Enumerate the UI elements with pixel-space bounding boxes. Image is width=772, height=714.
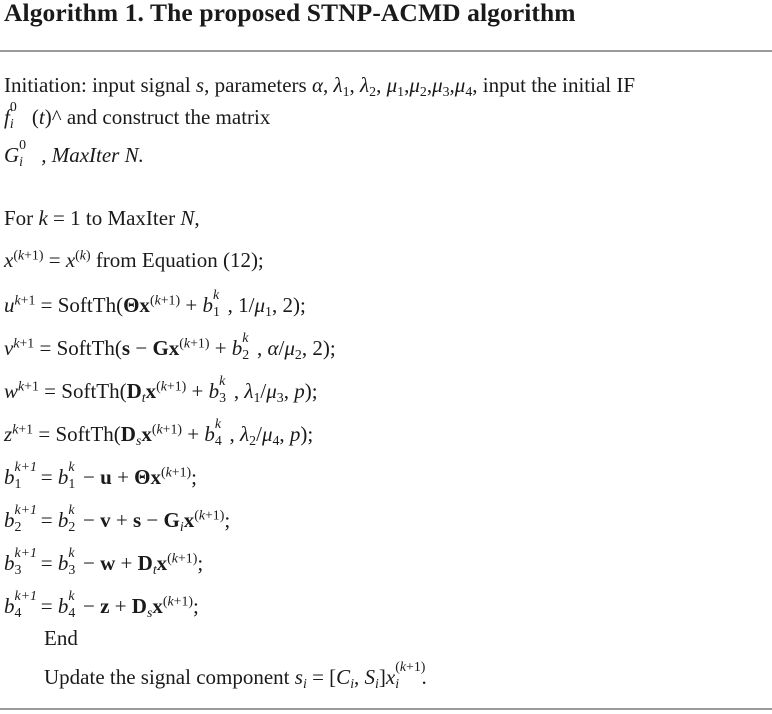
step-v: $v^{k+1}$ = SoftTh(s − $Gx^{(k+1)} + b$ k 2 , $\alpha/\mu_2$, 2); bbox=[4, 330, 336, 363]
algorithm-title: Algorithm 1. The proposed STNP-ACMD algorithm bbox=[4, 0, 576, 27]
step-z: $z^{k+1}$ = $SoftTh(D_sx^{(k+1)} + b$ k 4 , $\lambda_2/\mu_4$, p); bbox=[4, 416, 314, 449]
initiation-line-2: f 0 i (t)^ and construct the matrix bbox=[4, 99, 271, 131]
step-b2: b k+1 2 = b k 2 − $v + s - G_ix^{(k+1)}$; bbox=[4, 502, 231, 535]
step-w: $w^{k+1}$ = $SoftTh(D_tx^{(k+1)} + b$ k 3 , $\lambda_1/\mu_3$, p); bbox=[4, 373, 318, 406]
top-rule bbox=[0, 50, 772, 52]
update-line: Update the signal component $s_i = [C_i$, $S_i]x$ (k+1) i . bbox=[44, 659, 427, 692]
for-line: For k = 1 to MaxIter N, bbox=[4, 206, 200, 230]
bottom-rule bbox=[0, 708, 772, 710]
step-b3: b k+1 3 = b k 3 − $w + D_tx^{(k+1)}$; bbox=[4, 545, 204, 578]
initiation-line-1: Initiation: input signal s, parameters α, $\lambda_1$, $\lambda_2$, $\mu_1,\mu_2,\mu_3,\mu_4$, input the initial IF bbox=[4, 73, 636, 100]
step-b1: b k+1 1 = b k 1 − $u + \Theta x^{(k+1)}$; bbox=[4, 459, 197, 491]
step-u: $u^{k+1}$ = $SoftTh(\Theta x^{(k+1)} + b$ k 1 , $1/\mu_1$, 2); bbox=[4, 287, 306, 320]
end-line: End bbox=[44, 626, 78, 650]
step-x: $x^{(k+1)} = x^{(k)}$ from Equation (12); bbox=[4, 247, 264, 272]
initiation-line-3: G 0 i , MaxIter N. bbox=[4, 137, 144, 169]
step-b4: b k+1 4 = b k 4 − $z + D_sx^{(k+1)}$; bbox=[4, 588, 199, 621]
